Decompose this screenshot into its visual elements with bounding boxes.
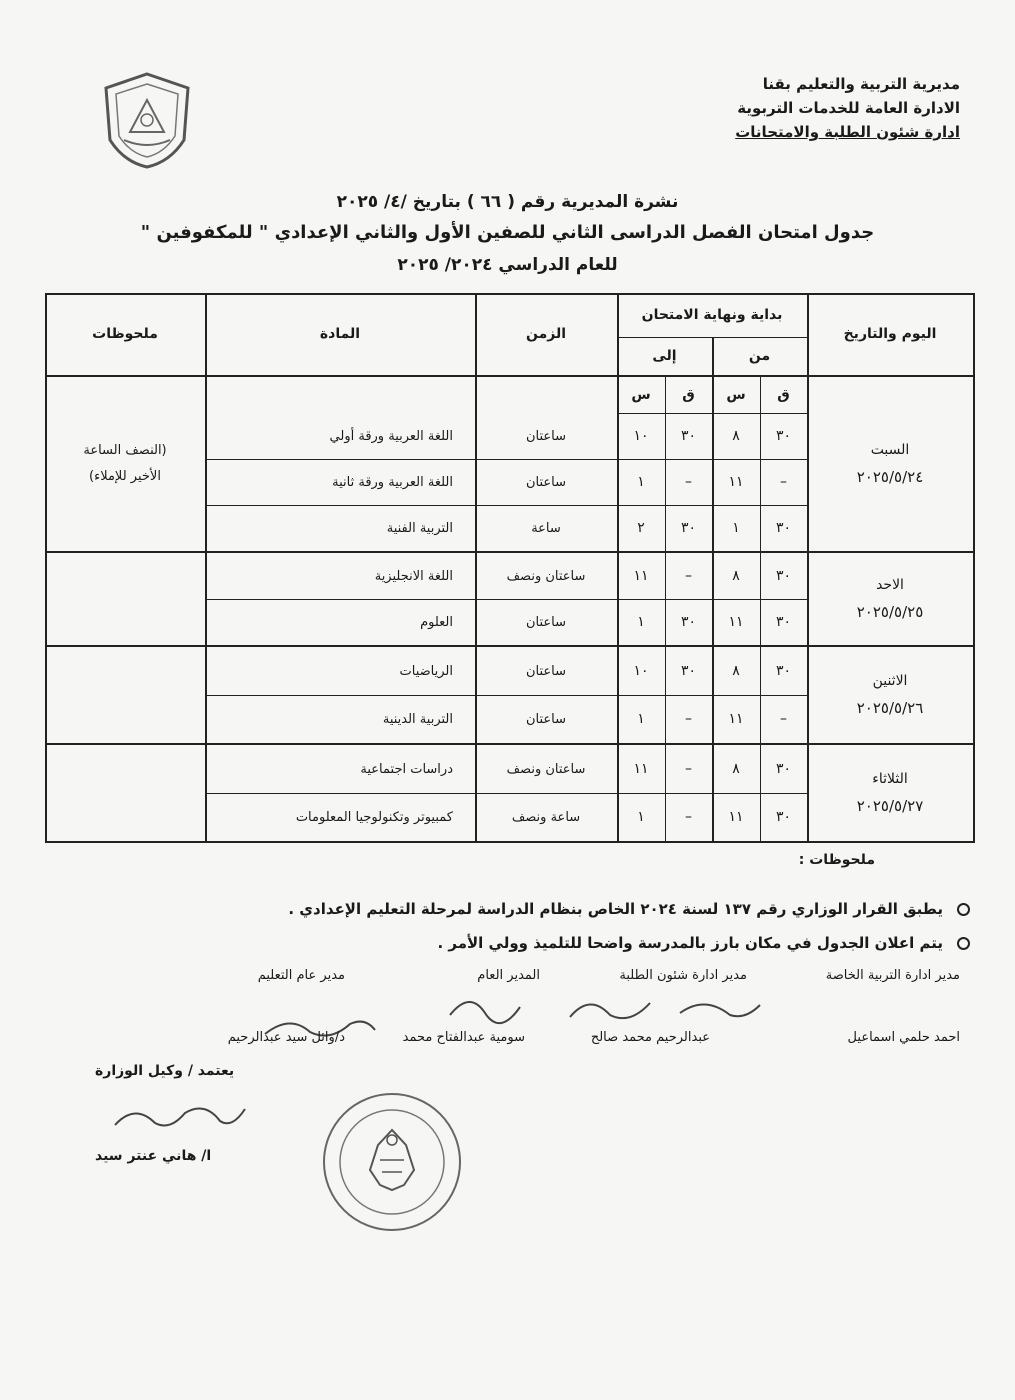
from-hour-cell: ١ (732, 520, 740, 536)
day-name: الاحد (876, 577, 904, 593)
to-hour-cell: ١٠ (633, 428, 649, 444)
bullet-circle-icon (957, 937, 970, 950)
organization-header (735, 72, 960, 144)
schedule-title: جدول امتحان الفصل الدراسى الثاني للصفين الأول والثاني الإعدادي " للمكفوفين " (140, 222, 875, 243)
to-minute-cell: – (685, 568, 692, 584)
to-hour-cell: ١ (637, 711, 645, 727)
from-hour-cell: ١١ (728, 711, 744, 727)
approval-name: ا/ هاني عنتر سيد (95, 1148, 212, 1164)
header-day-date: اليوم والتاريخ (843, 326, 937, 342)
note-text: يطبق القرار الوزاري رقم ١٣٧ لسنة ٢٠٢٤ الخاص بنظام الدراسة لمرحلة التعليم الإعدادي . (288, 900, 943, 918)
org-line-2: الادارة العامة للخدمات التربوية (737, 99, 960, 117)
from-hour-cell: ١١ (728, 809, 744, 825)
duration-cell: ساعتان (525, 711, 567, 727)
from-hour-cell: ٨ (732, 568, 740, 584)
approval-label: يعتمد / وكيل الوزارة (95, 1063, 235, 1079)
day-cell-tuesday (807, 745, 973, 841)
from-minute-header: ق (777, 387, 790, 403)
to-minute-cell: – (685, 761, 692, 777)
note-text: يتم اعلان الجدول في مكان بارز بالمدرسة واضحا للتلميذ وولي الأمر . (437, 934, 943, 952)
to-minute-cell: ٣٠ (680, 663, 697, 679)
day-cell-sunday (807, 553, 973, 645)
subject-cell: العلوم (420, 614, 453, 630)
header-duration: الزمن (525, 326, 567, 342)
org-line-3: ادارة شئون الطلبة والامتحانات (735, 123, 960, 141)
header-from: من (748, 348, 771, 364)
from-hour-cell: ١١ (728, 474, 744, 490)
subject-cell: دراسات اجتماعية (360, 761, 453, 777)
header-subject: المادة (319, 326, 361, 342)
dictation-note: (النصف الساعة الأخير للإملاء) (83, 443, 167, 484)
duration-cell: ساعتان ونصف (506, 568, 586, 584)
org-line-1: مديرية التربية والتعليم بقنا (762, 75, 960, 93)
day-note-saturday (45, 377, 205, 551)
official-seal-icon (320, 1090, 465, 1235)
to-hour-cell: ١١ (633, 568, 649, 584)
note-item (210, 926, 970, 960)
from-minute-cell: ٣٠ (775, 568, 792, 584)
from-hour-header: س (726, 387, 746, 403)
notes-label: ملحوظات : (798, 852, 875, 868)
handwritten-signature-icon (440, 985, 770, 1030)
to-hour-cell: ٢ (637, 520, 645, 536)
day-name: السبت (870, 442, 910, 458)
from-minute-cell: ٣٠ (775, 663, 792, 679)
duration-cell: ساعتان (525, 663, 567, 679)
handwritten-signature-icon (110, 1095, 250, 1135)
day-date: ٢٠٢٥/٥/٢٤ (856, 468, 924, 486)
subject-cell: اللغة العربية ورقة أولي (329, 428, 453, 444)
header-notes: ملحوظات (92, 326, 158, 342)
signature-name: عبدالرحيم محمد صالح (590, 1030, 710, 1045)
academic-year: للعام الدراسي ٢٠٢٤/ ٢٠٢٥ (397, 255, 618, 275)
to-minute-cell: – (685, 809, 692, 825)
day-date: ٢٠٢٥/٥/٢٥ (856, 603, 924, 621)
to-minute-header: ق (682, 387, 695, 403)
signature-name: سومية عبدالفتاح محمد (402, 1030, 525, 1045)
day-name: الثلاثاء (872, 771, 908, 787)
from-hour-cell: ٨ (732, 428, 740, 444)
from-hour-cell: ٨ (732, 663, 740, 679)
from-minute-cell: – (780, 711, 787, 727)
day-name: الاثنين (872, 673, 908, 689)
to-hour-cell: ١٠ (633, 663, 649, 679)
day-cell-monday (807, 647, 973, 743)
from-minute-cell: ٣٠ (775, 809, 792, 825)
to-minute-cell: – (685, 474, 692, 490)
signature-title: المدير العام (477, 968, 540, 983)
to-hour-cell: ١ (637, 614, 645, 630)
duration-cell: ساعة (531, 520, 561, 536)
ministry-logo-icon (100, 70, 195, 170)
to-minute-cell: ٣٠ (680, 428, 697, 444)
subject-cell: التربية الدينية (382, 711, 453, 727)
subject-cell: كمبيوتر وتكنولوجيا المعلومات (295, 809, 453, 825)
to-minute-cell: ٣٠ (680, 520, 697, 536)
to-minute-cell: ٣٠ (680, 614, 697, 630)
duration-cell: ساعتان (525, 614, 567, 630)
note-item (210, 892, 970, 926)
duration-cell: ساعتان ونصف (506, 761, 586, 777)
to-hour-cell: ١١ (633, 761, 649, 777)
duration-cell: ساعتان (525, 428, 567, 444)
bulletin-line: نشرة المديرية رقم ( ٦٦ ) بتاريخ /٤/ ٢٠٢٥ (336, 192, 679, 212)
subject-cell: اللغة العربية ورقة ثانية (332, 474, 453, 490)
from-hour-cell: ٨ (732, 761, 740, 777)
signature-title: مدير ادارة التربية الخاصة (825, 968, 960, 983)
day-cell-saturday (807, 377, 973, 551)
from-minute-cell: ٣٠ (775, 614, 792, 630)
signature-name: احمد حلمي اسماعيل (847, 1030, 960, 1045)
from-minute-cell: – (780, 474, 787, 490)
to-hour-cell: ١ (637, 809, 645, 825)
from-minute-cell: ٣٠ (775, 520, 792, 536)
day-date: ٢٠٢٥/٥/٢٦ (856, 699, 924, 717)
from-hour-cell: ١١ (728, 614, 744, 630)
header-start-end: بداية ونهاية الامتحان (641, 307, 783, 323)
duration-cell: ساعتان (525, 474, 567, 490)
from-minute-cell: ٣٠ (775, 428, 792, 444)
duration-cell: ساعة ونصف (511, 809, 581, 825)
signature-name: د/وائل سيد عبدالرحيم (227, 1030, 345, 1045)
subject-cell: الرياضيات (399, 663, 453, 679)
document-titles (0, 187, 1015, 281)
day-date: ٢٠٢٥/٥/٢٧ (856, 797, 924, 815)
to-minute-cell: – (685, 711, 692, 727)
exam-schedule-table (45, 293, 975, 843)
subject-cell: اللغة الانجليزية (374, 568, 453, 584)
to-hour-cell: ١ (637, 474, 645, 490)
notes-list (210, 892, 970, 960)
from-minute-cell: ٣٠ (775, 761, 792, 777)
bullet-circle-icon (957, 903, 970, 916)
signature-title: مدير ادارة شئون الطلبة (619, 968, 747, 983)
to-hour-header: س (631, 387, 651, 403)
subject-cell: التربية الفنية (386, 520, 453, 536)
header-to: إلى (652, 348, 677, 364)
signature-title: مدير عام التعليم (257, 968, 345, 983)
